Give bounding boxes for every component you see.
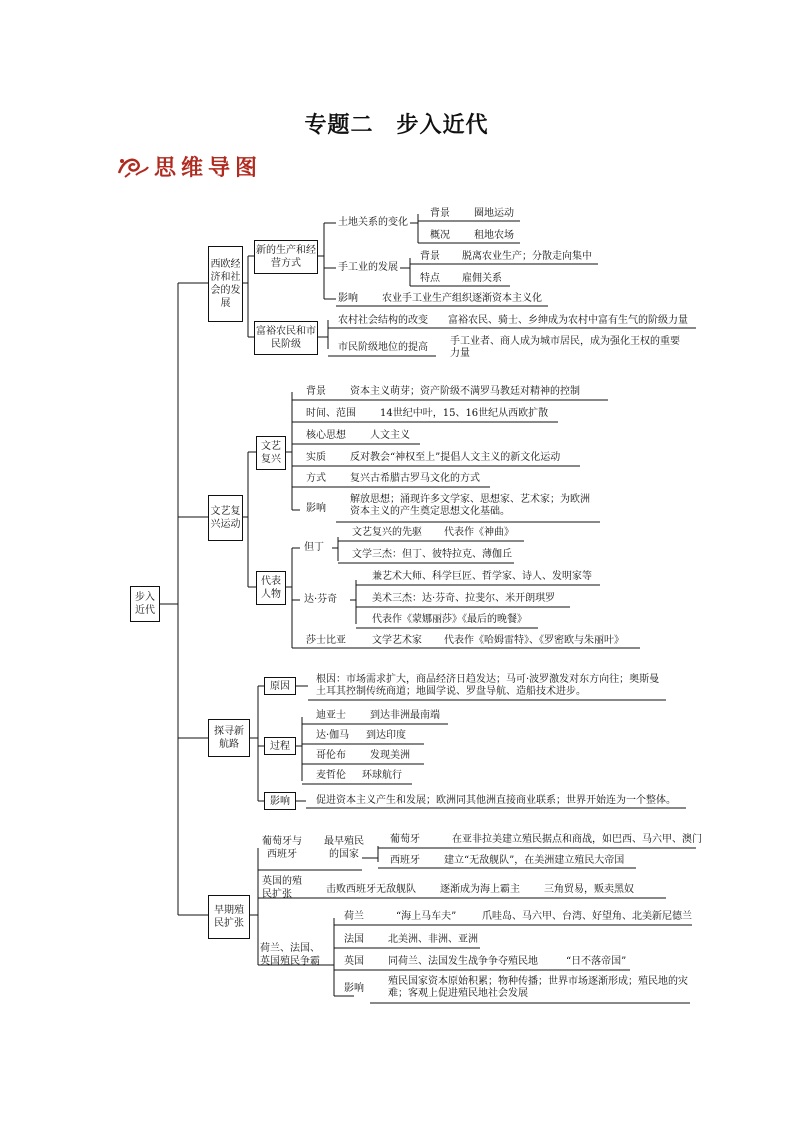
label-dante-work: 代表作《神曲》 — [444, 527, 514, 538]
label-dante-l2: 文学三杰：但丁、彼特拉克、薄伽丘 — [352, 549, 512, 560]
label-uk-b: 逐渐成为海上霸主 — [440, 884, 520, 895]
node-representatives: 代表人物 — [256, 571, 286, 605]
label-davinci-l3: 代表作《蒙娜丽莎》《最后的晚餐》 — [372, 614, 527, 625]
label-en-nick: “日不落帝国” — [566, 956, 627, 967]
label-ren-bg-key: 背景 — [306, 386, 326, 397]
label-shakespeare: 莎士比亚 — [306, 635, 346, 646]
label-comp-impact-key: 影响 — [344, 983, 364, 994]
label-ren-impact-val: 解放思想；涌现许多文学家、思想家、艺术家；为欧洲资本主义的产生奠定思想文化基础。 — [350, 494, 590, 517]
node-impact: 影响 — [264, 792, 296, 810]
label-craft-bg-key: 背景 — [420, 251, 440, 262]
label-craft-ft-val: 雇佣关系 — [462, 273, 502, 284]
label-ren-way-key: 方式 — [306, 473, 326, 484]
label-en-key: 英国 — [344, 956, 364, 967]
label-dias-deed: 到达非洲最南端 — [370, 710, 440, 721]
label-burgher-val: 手工业者、商人成为城市居民，成为强化王权的重要力量 — [450, 336, 680, 359]
label-nl-val: 爪哇岛、马六甲、台湾、好望角、北美新尼德兰 — [482, 911, 692, 922]
label-gama: 达·伽马 — [316, 730, 350, 741]
label-b1-impact-key: 影响 — [338, 293, 358, 304]
label-columbus-deed: 发现美洲 — [370, 750, 410, 761]
label-ren-essence-val: 反对教会“神权至上”提倡人文主义的新文化运动 — [350, 452, 561, 463]
label-craft-ft-key: 特点 — [420, 273, 440, 284]
branch-colonial-expansion: 早期殖民扩张 — [208, 895, 250, 939]
label-ren-essence-key: 实质 — [306, 452, 326, 463]
node-cause: 原因 — [264, 677, 296, 695]
label-comp-title: 荷兰、法国、英国殖民争霸 — [260, 943, 320, 967]
label-ren-impact-key: 影响 — [306, 503, 326, 514]
label-ren-time-key: 时间、范围 — [306, 408, 356, 419]
label-davinci-l2: 美术三杰：达·芬奇、拉斐尔、米开朗琪罗 — [372, 593, 556, 604]
label-land-bg-key: 背景 — [430, 208, 450, 219]
label-craft-bg-val: 脱离农业生产；分散走向集中 — [462, 251, 592, 262]
label-craft: 手工业的发展 — [338, 262, 398, 273]
label-portugal-val: 在亚非拉美建立殖民据点和商战，如巴西、马六甲、澳门 — [452, 834, 702, 845]
label-shakespeare-role: 文学艺术家 — [372, 635, 422, 646]
label-uk-title: 英国的殖民扩张 — [262, 876, 302, 900]
label-davinci: 达·芬奇 — [304, 594, 338, 605]
label-magellan: 麦哲伦 — [316, 770, 346, 781]
branch-renaissance: 文艺复兴运动 — [208, 495, 243, 541]
label-land-bg-val: 圈地运动 — [474, 208, 514, 219]
branch-west-europe-economy: 西欧经济和社会的发展 — [208, 246, 243, 322]
label-comp-impact-val: 殖民国家资本原始积累；物种传播；世界市场逐渐形成；殖民地的灾难；客观上促进殖民地社会发展 — [388, 976, 688, 999]
label-cause-text: 根因：市场需求扩大，商品经济日趋发达；马可·波罗激发对东方向往；奥斯曼土耳其控制传统商道；地圆学说、罗盘导航、造船技术进步。 — [316, 674, 660, 697]
label-spain-val: 建立“无敌舰队”，在美洲建立殖民大帝国 — [444, 855, 625, 866]
label-land-ov-key: 概况 — [430, 230, 450, 241]
node-rich-peasants: 富裕农民和市民阶级 — [254, 321, 318, 355]
label-spain: 西班牙 — [390, 855, 420, 866]
label-uk-c: 三角贸易，贩卖黑奴 — [544, 884, 634, 895]
label-rural-structure-val: 富裕农民、骑士、乡绅成为农村中富有生气的阶级力量 — [448, 315, 688, 326]
root-node: 步入近代 — [130, 586, 160, 622]
label-ren-time-val: 14世纪中叶，15、16世纪从西欧扩散 — [380, 408, 549, 419]
label-magellan-deed: 环球航行 — [362, 770, 402, 781]
label-ren-core-val: 人文主义 — [370, 430, 410, 441]
label-nl-key: 荷兰 — [344, 911, 364, 922]
label-columbus: 哥伦布 — [316, 750, 346, 761]
label-dias: 迪亚士 — [316, 710, 346, 721]
label-ren-way-val: 复兴古希腊古罗马文化的方式 — [350, 473, 480, 484]
label-sp-first: 最早殖民的国家 — [324, 836, 364, 860]
label-dante: 但丁 — [304, 542, 324, 553]
label-sp-title: 葡萄牙与西班牙 — [262, 836, 302, 860]
label-fr-key: 法国 — [344, 934, 364, 945]
label-burgher-key: 市民阶级地位的提高 — [338, 342, 428, 353]
label-fr-val: 北美洲、非洲、亚洲 — [388, 934, 478, 945]
node-renaissance: 文艺复兴 — [256, 436, 286, 470]
label-en-val: 同荷兰、法国发生战争争夺殖民地 — [388, 956, 538, 967]
label-land-change: 土地关系的变化 — [338, 217, 408, 228]
label-shakespeare-work: 代表作《哈姆雷特》、《罗密欧与朱丽叶》 — [444, 635, 624, 646]
label-b1-impact-val: 农业手工业生产组织逐渐资本主义化 — [382, 293, 542, 304]
label-davinci-l1: 兼艺术大师、科学巨匠、哲学家、诗人、发明家等 — [372, 571, 592, 582]
node-process: 过程 — [264, 737, 296, 755]
page-title: 专题二 步入近代 — [304, 113, 489, 138]
label-uk-a: 击败西班牙无敌舰队 — [326, 884, 416, 895]
label-routes-impact-text: 促进资本主义产生和发展；欧洲同其他洲直接商业联系；世界开始连为一个整体。 — [316, 795, 676, 806]
label-rural-structure-key: 农村社会结构的改变 — [338, 315, 428, 326]
node-new-production: 新的生产和经营方式 — [254, 240, 318, 274]
label-land-ov-val: 租地农场 — [474, 230, 514, 241]
branch-new-routes: 探寻新航路 — [208, 719, 250, 757]
label-ren-bg-val: 资本主义萌芽；资产阶级不满罗马教廷对精神的控制 — [350, 386, 580, 397]
section-banner-label: 思维导图 — [154, 156, 263, 181]
label-nl-nick: “海上马车夫” — [396, 911, 457, 922]
label-dante-l1: 文艺复兴的先驱 — [352, 527, 422, 538]
label-ren-core-key: 核心思想 — [306, 430, 346, 441]
label-gama-deed: 到达印度 — [366, 730, 406, 741]
label-portugal: 葡萄牙 — [390, 834, 420, 845]
